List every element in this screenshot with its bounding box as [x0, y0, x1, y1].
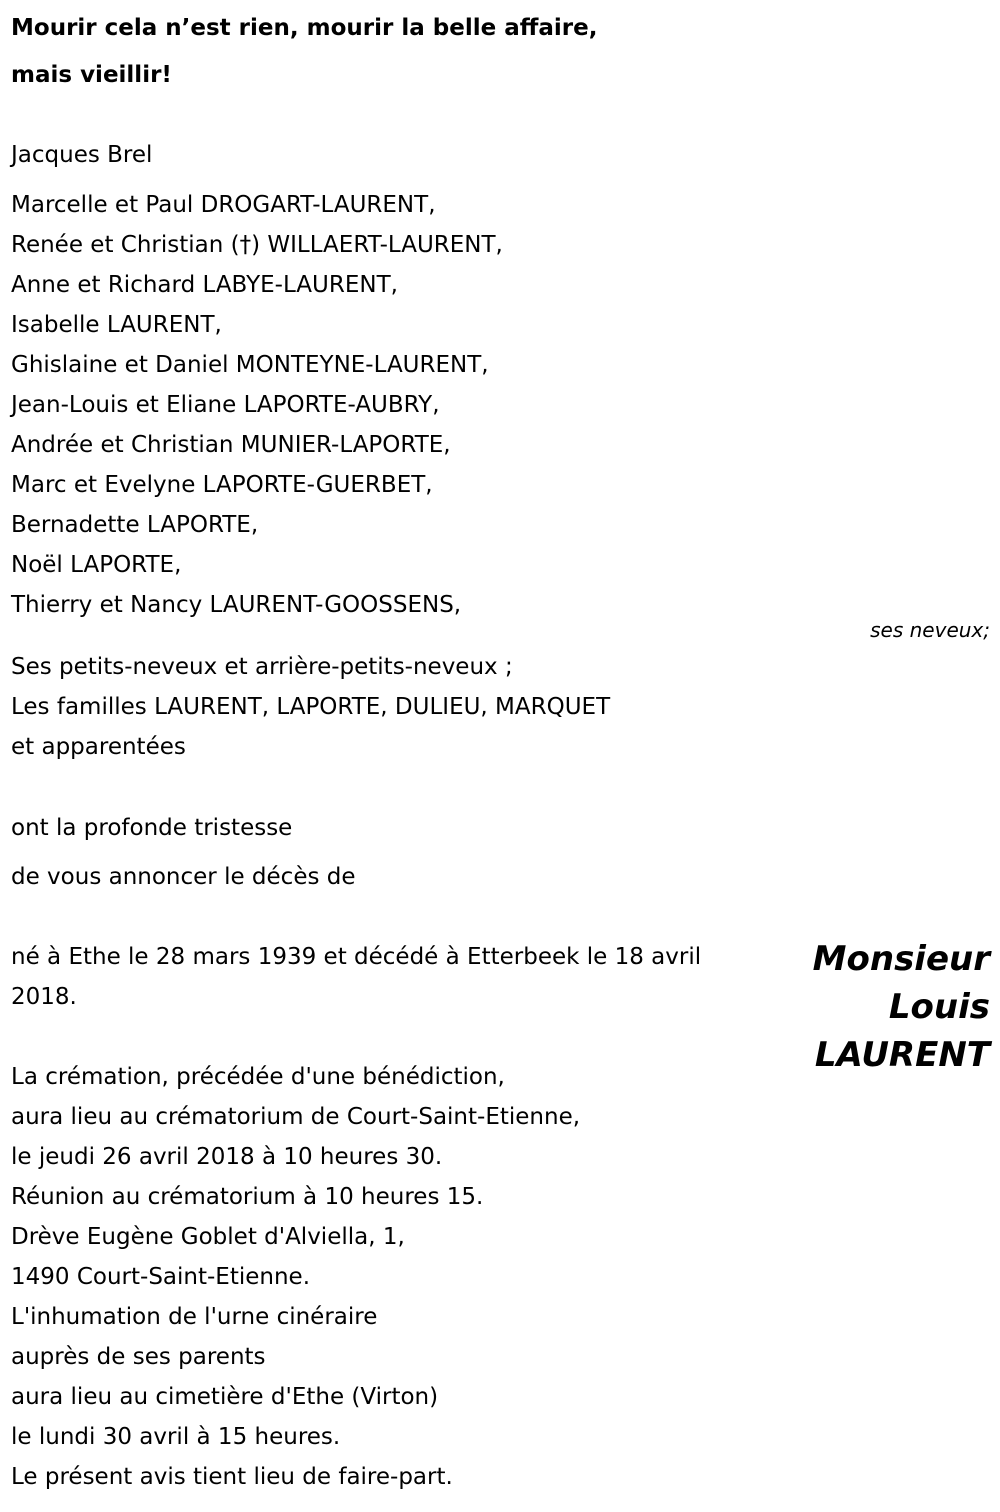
announce-line: ont la profonde tristesse [11, 815, 293, 841]
epigraph-quote [11, 5, 597, 99]
family-member: Ghislaine et Daniel MONTEYNE-LAURENT, [11, 352, 489, 378]
quote-line: Mourir cela n’est rien, mourir la belle affaire, [11, 15, 598, 41]
family-member: Thierry et Nancy LAURENT-GOOSSENS, [11, 592, 462, 618]
ceremony-line: le jeudi 26 avril 2018 à 10 heures 30. [11, 1144, 443, 1170]
deceased-title: Monsieur [812, 939, 990, 979]
birth-death-text: né à Ethe le 28 mars 1939 et décédé à Etterbeek le 18 avril 2018. [11, 944, 702, 1010]
family-member: Isabelle LAURENT, [11, 312, 222, 338]
deceased-first-name: Louis [888, 987, 990, 1027]
ceremony-line: auprès de ses parents [11, 1344, 266, 1370]
deceased-last-name: LAURENT [814, 1035, 990, 1075]
ceremony-details [11, 1057, 580, 1497]
ceremony-line: aura lieu au cimetière d'Ethe (Virton) [11, 1384, 439, 1410]
ceremony-line: Le présent avis tient lieu de faire-part. [11, 1464, 453, 1490]
other-relatives [11, 647, 610, 767]
family-member: Noël LAPORTE, [11, 552, 182, 578]
announce-line: de vous annoncer le décès de [11, 864, 356, 890]
deceased-name [813, 935, 990, 1079]
quote-author: Jacques Brel [11, 142, 153, 168]
family-member: Marcelle et Paul DROGART-LAURENT, [11, 192, 436, 218]
quote-line: mais vieillir! [11, 62, 172, 88]
relatives-line: Ses petits-neveux et arrière-petits-neveux ; [11, 654, 513, 680]
relatives-line: et apparentées [11, 734, 186, 760]
family-member: Bernadette LAPORTE, [11, 512, 259, 538]
family-role: ses neveux; [870, 618, 990, 642]
family-member: Jean-Louis et Eliane LAPORTE-AUBRY, [11, 392, 440, 418]
family-member: Marc et Evelyne LAPORTE-GUERBET, [11, 472, 433, 498]
ceremony-line: Drève Eugène Goblet d'Alviella, 1, [11, 1224, 405, 1250]
ceremony-line: Réunion au crématorium à 10 heures 15. [11, 1184, 484, 1210]
family-list [11, 185, 503, 625]
family-member: Renée et Christian (†) WILLAERT-LAURENT, [11, 232, 503, 258]
ceremony-line: La crémation, précédée d'une bénédiction, [11, 1064, 505, 1090]
ceremony-line: L'inhumation de l'urne cinéraire [11, 1304, 378, 1330]
ceremony-line: le lundi 30 avril à 15 heures. [11, 1424, 341, 1450]
relatives-line: Les familles LAURENT, LAPORTE, DULIEU, MARQUET [11, 694, 611, 720]
ceremony-line: aura lieu au crématorium de Court-Saint-Etienne, [11, 1104, 581, 1130]
family-member: Anne et Richard LABYE-LAURENT, [11, 272, 398, 298]
family-member: Andrée et Christian MUNIER-LAPORTE, [11, 432, 451, 458]
ceremony-line: 1490 Court-Saint-Etienne. [11, 1264, 311, 1290]
